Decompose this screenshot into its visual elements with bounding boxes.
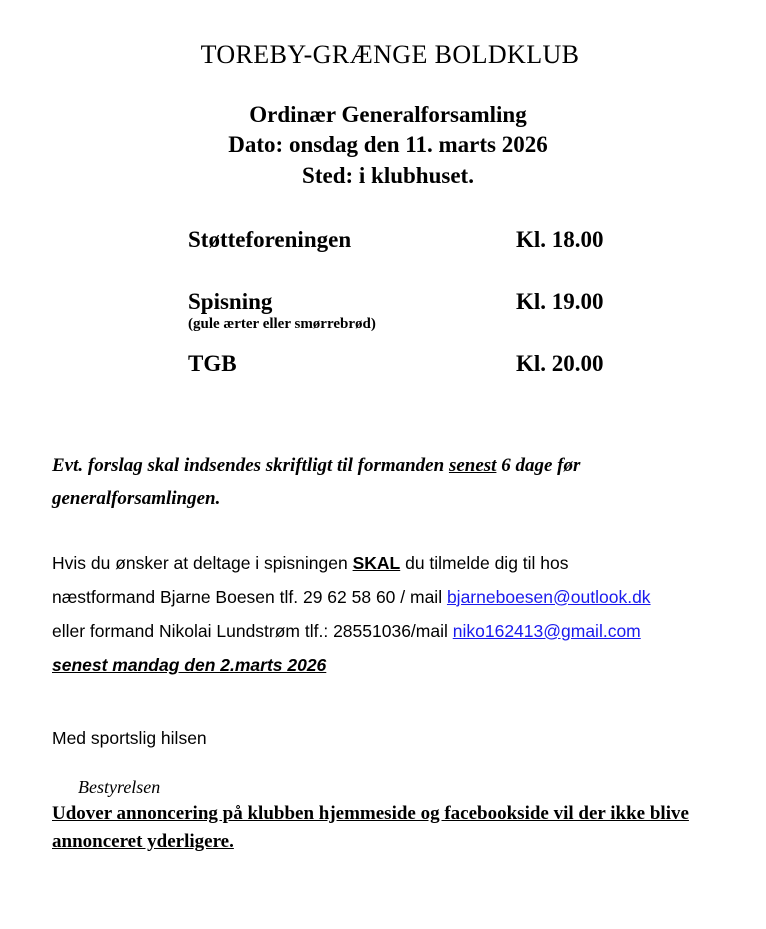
- schedule-name-text: Spisning: [188, 289, 273, 315]
- footer-line-1: Udover annoncering på klubben hjemmeside og facebookside vil der ikke blive: [52, 803, 689, 825]
- signup-line1-b: du tilmelde dig til hos: [400, 552, 569, 573]
- proposal-note: [52, 449, 714, 516]
- signup-line-2: [52, 580, 714, 614]
- signup-paragraph: [52, 546, 714, 683]
- page-title: TOREBY-GRÆNGE BOLDKLUB: [200, 40, 580, 69]
- schedule-item-time: Kl. 20.00: [516, 351, 604, 377]
- proposal-note-part1: Evt. forslag skal indsendes skriftligt til formanden: [52, 455, 449, 477]
- closing-greeting: Med sportslig hilsen: [52, 728, 207, 749]
- proposal-note-emphasis: senest: [448, 455, 497, 477]
- signup-deadline: senest mandag den 2.marts 2026: [52, 654, 327, 675]
- document-page: [0, 40, 766, 929]
- table-row: [0, 289, 766, 351]
- schedule-item-name: [0, 351, 508, 413]
- meeting-heading-block: [0, 100, 766, 191]
- footer-line-2: annonceret yderligere.: [52, 830, 234, 852]
- signup-line2-a: næstformand Bjarne Boesen tlf. 29 62 58 60 / mail: [52, 586, 447, 607]
- table-row: [0, 227, 766, 289]
- meeting-heading: Ordinær Generalforsamling: [249, 102, 527, 127]
- closing-signature: Bestyrelsen: [78, 777, 161, 798]
- document-body: [0, 449, 766, 855]
- signup-line1-a: Hvis du ønsker at deltage i spisningen: [52, 552, 353, 573]
- proposal-note-part2: 6 dage før generalforsamlingen.: [52, 455, 581, 510]
- schedule-name-text: TGB: [188, 351, 237, 377]
- schedule-item-note: (gule ærter eller smørrebrød): [188, 316, 376, 333]
- footer-note: [52, 800, 714, 855]
- schedule-name-text: Støtteforeningen: [188, 227, 352, 253]
- schedule-table: [0, 227, 766, 413]
- meeting-date: Dato: onsdag den 11. marts 2026: [228, 132, 548, 158]
- signup-line-4: [52, 648, 714, 682]
- signup-line-1: [52, 546, 714, 580]
- signup-line3-a: eller formand Nikolai Lundstrøm tlf.: 28551036/mail: [52, 620, 453, 641]
- schedule-item-time: Kl. 18.00: [516, 227, 604, 253]
- table-row: [0, 351, 766, 413]
- email-link-bjarne[interactable]: bjarneboesen@outlook.dk: [446, 586, 651, 607]
- meeting-place: Sted: i klubhuset.: [302, 162, 474, 188]
- email-link-nikolai[interactable]: niko162413@gmail.com: [452, 620, 641, 641]
- schedule-item-name: [0, 227, 508, 289]
- schedule-item-time: Kl. 19.00: [516, 289, 604, 315]
- schedule-item-name: [0, 289, 508, 351]
- signup-line-3: [52, 614, 714, 648]
- signup-skal-emphasis: SKAL: [352, 552, 401, 573]
